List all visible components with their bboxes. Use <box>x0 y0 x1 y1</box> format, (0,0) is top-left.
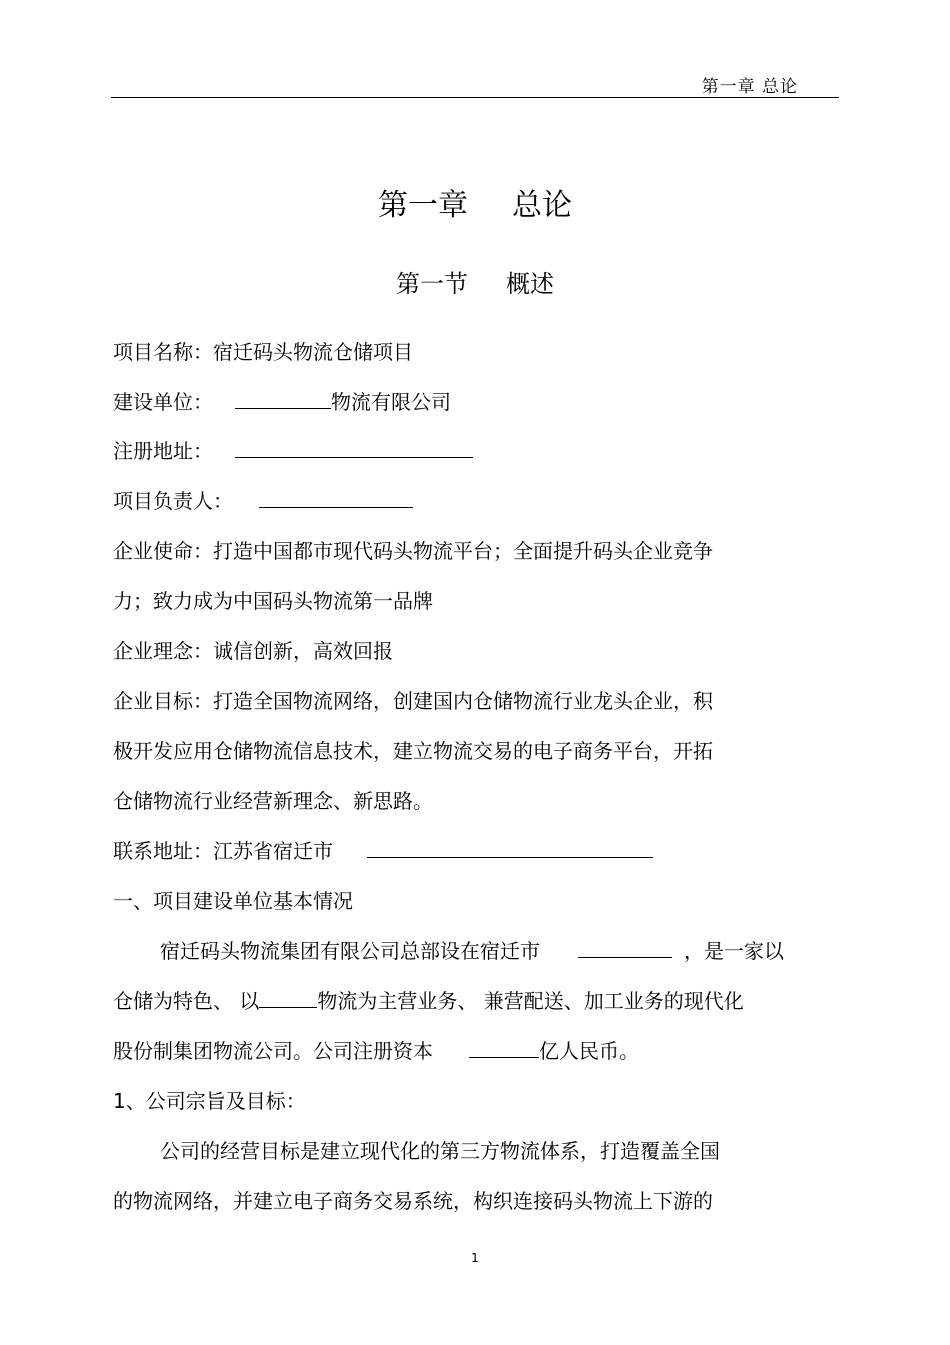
city-blank <box>578 939 672 958</box>
field-mission-line1: 企业使命：打造中国都市现代码头物流平台；全面提升码头企业竞争 <box>113 539 713 563</box>
field-builder-label: 建设单位： <box>113 390 213 414</box>
capital-blank <box>469 1039 539 1058</box>
paragraph-1-line3 <box>113 1037 639 1065</box>
section-name: 概述 <box>506 270 554 298</box>
field-contact-label: 联系地址：江苏省宿迁市 <box>113 839 333 863</box>
p1-text-f: 亿人民币。 <box>539 1039 639 1063</box>
chapter-title <box>0 180 950 224</box>
section-title <box>0 264 950 299</box>
paragraph-2-line2: 的物流网络，并建立电子商务交易系统，构织连接码头物流上下游的 <box>113 1189 713 1213</box>
field-philosophy: 企业理念：诚信创新，高效回报 <box>113 639 393 663</box>
contact-blank <box>367 839 653 858</box>
p1-text-d: 物流为主营业务、 兼营配送、加工业务的现代化 <box>317 989 744 1013</box>
builder-blank <box>235 390 331 409</box>
field-goal-line1: 企业目标：打造全国物流网络，创建国内仓储物流行业龙头企业，积 <box>113 689 713 713</box>
heading-1: 一、项目建设单位基本情况 <box>113 889 353 913</box>
heading-2: 1、公司宗旨及目标： <box>113 1089 306 1113</box>
paragraph-2-line1: 公司的经营目标是建立现代化的第三方物流体系，打造覆盖全国 <box>160 1139 720 1163</box>
field-leader <box>113 487 413 515</box>
field-builder <box>113 388 451 416</box>
address-blank <box>235 439 473 458</box>
leader-blank <box>259 489 413 508</box>
field-mission-line2: 力；致力成为中国码头物流第一品牌 <box>113 589 433 613</box>
header-rule <box>111 97 839 98</box>
field-leader-label: 项目负责人： <box>113 489 233 513</box>
running-header: 第一章 总论 <box>701 77 798 97</box>
p1-text-b: ，是一家以 <box>684 939 784 963</box>
chapter-number: 第一章 <box>378 188 468 223</box>
p1-text-a: 宿迁码头物流集团有限公司总部设在宿迁市 <box>160 939 540 963</box>
paragraph-1-line1 <box>160 937 784 965</box>
field-address-label: 注册地址： <box>113 439 213 463</box>
field-goal-line3: 仓储物流行业经营新理念、新思路。 <box>113 789 433 813</box>
p1-text-e: 股份制集团物流公司。公司注册资本 <box>113 1039 433 1063</box>
chapter-name: 总论 <box>512 188 572 223</box>
field-project-name: 项目名称：宿迁码头物流仓储项目 <box>113 340 413 364</box>
field-goal-line2: 极开发应用仓储物流信息技术，建立物流交易的电子商务平台，开拓 <box>113 739 713 763</box>
section-number: 第一节 <box>396 270 468 298</box>
page-number: 1 <box>471 1251 479 1265</box>
business-blank <box>259 989 317 1008</box>
field-address <box>113 437 473 465</box>
p1-text-c: 仓储为特色、 以 <box>113 989 260 1013</box>
field-builder-suffix: 物流有限公司 <box>331 390 451 414</box>
paragraph-1-line2 <box>113 987 744 1015</box>
field-contact <box>113 837 653 865</box>
